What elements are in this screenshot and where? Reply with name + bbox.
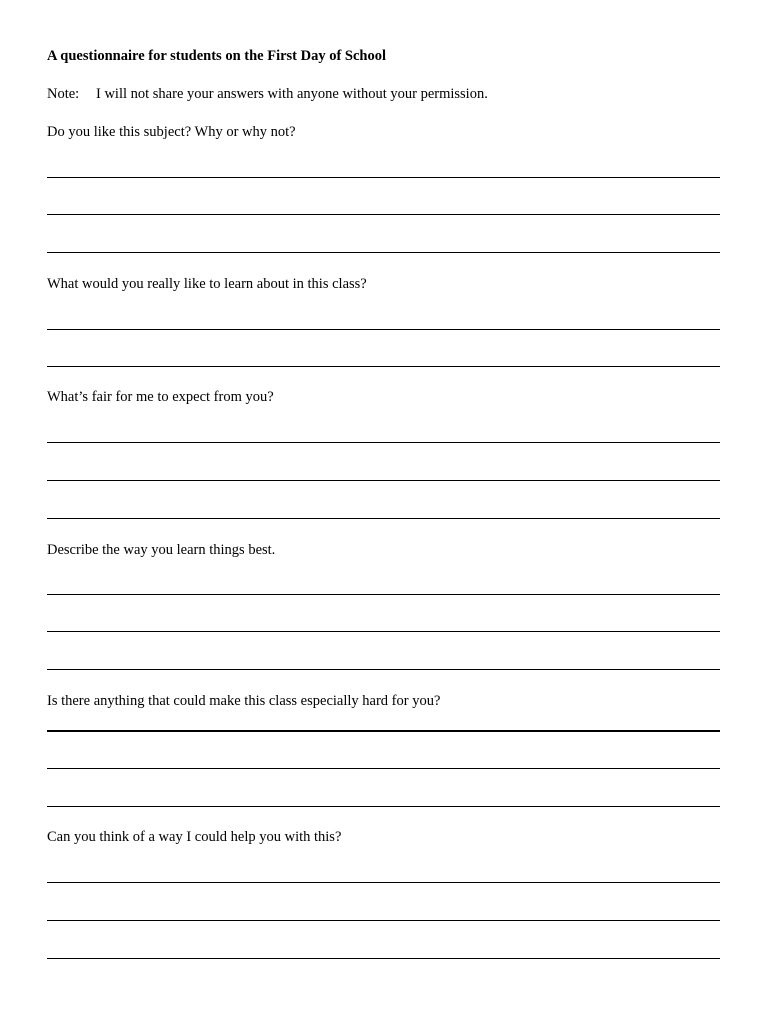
answer-line-4-3[interactable] [47, 669, 720, 670]
question-1: Do you like this subject? Why or why not? [47, 124, 296, 140]
note-label: Note: [47, 86, 80, 102]
question-2: What would you really like to learn about in this class? [47, 276, 367, 292]
answer-line-3-1[interactable] [47, 442, 720, 443]
answer-line-6-1[interactable] [47, 882, 720, 883]
answer-line-4-1[interactable] [47, 594, 720, 595]
question-5: Is there anything that could make this class especially hard for you? [47, 693, 441, 709]
question-4: Describe the way you learn things best. [47, 542, 276, 558]
answer-line-1-1[interactable] [47, 177, 720, 178]
answer-line-3-3[interactable] [47, 518, 720, 519]
answer-line-2-1[interactable] [47, 329, 720, 330]
answer-line-5-1[interactable] [47, 730, 720, 732]
answer-line-6-2[interactable] [47, 920, 720, 921]
note-row [47, 85, 488, 103]
question-6: Can you think of a way I could help you with this? [47, 829, 342, 845]
answer-line-3-2[interactable] [47, 480, 720, 481]
answer-line-4-2[interactable] [47, 631, 720, 632]
question-3: What’s fair for me to expect from you? [47, 389, 274, 405]
page-title: A questionnaire for students on the First Day of School [47, 48, 387, 64]
answer-line-5-3[interactable] [47, 806, 720, 807]
answer-line-1-2[interactable] [47, 214, 720, 215]
answer-line-1-3[interactable] [47, 252, 720, 253]
answer-line-2-2[interactable] [47, 366, 720, 367]
answer-line-6-3[interactable] [47, 958, 720, 959]
answer-line-5-2[interactable] [47, 768, 720, 769]
note-text: I will not share your answers with anyone without your permission. [96, 86, 488, 102]
